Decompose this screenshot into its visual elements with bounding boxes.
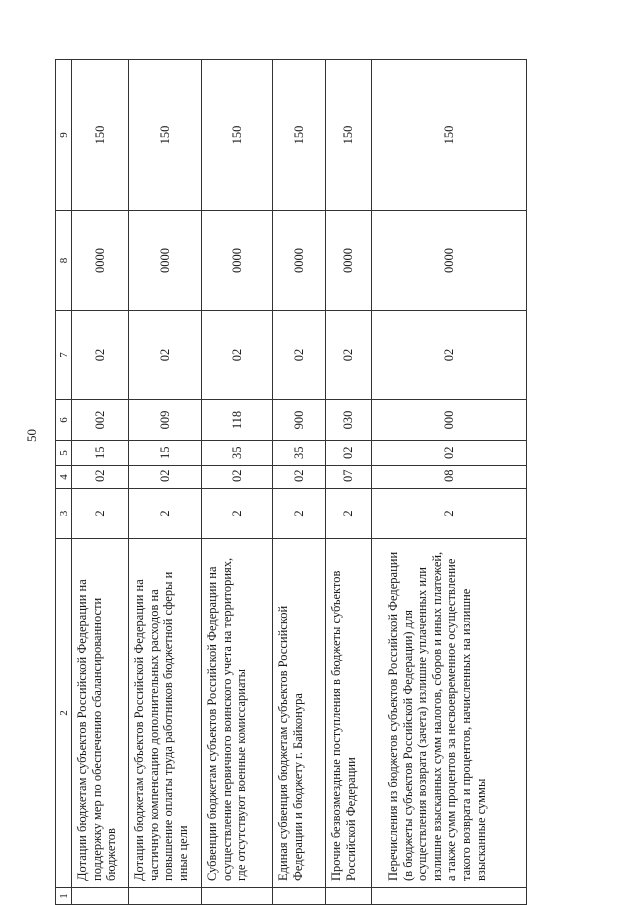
code-cell-6: 030 <box>326 400 372 441</box>
column-header-4: 4 <box>56 466 72 489</box>
revenue-name-cell: Дотации бюджетам субъектов Российской Федерации на частичную компенсацию дополнительных расходов на повышение оплаты труда работников бюджетной сферы и иные цели <box>129 539 202 888</box>
code-cell-7: 02 <box>372 311 527 400</box>
page-number: 50 <box>24 429 39 442</box>
code-cell-4: 02 <box>273 466 326 489</box>
column-header-5: 5 <box>56 441 72 466</box>
code-cell-9: 150 <box>129 60 202 211</box>
header-row <box>56 60 72 905</box>
column-header-3: 3 <box>56 489 72 539</box>
revenue-name-cell: Единая субвенция бюджетам субъектов Российской Федерации и бюджету г. Байконура <box>273 539 326 888</box>
code-cell-4: 07 <box>326 466 372 489</box>
table-row <box>372 60 527 905</box>
column-header-8: 8 <box>56 211 72 311</box>
code-cell-5: 02 <box>372 441 527 466</box>
revenue-name-cell: Перечисления из бюджетов субъектов Российской Федерации (в бюджеты субъектов Российской Федерации) для осуществления возврата (зачета) излишне уплаченных или излишне взысканных сумм налогов, сборов и иных платежей, а также сумм процентов за несвоевременное осуществление такого возврата и процентов, начисленных на излишне взысканные суммы <box>372 539 527 888</box>
table-row <box>273 60 326 905</box>
code-cell-3: 2 <box>72 489 129 539</box>
row-number-cell <box>129 888 202 905</box>
code-cell-9: 150 <box>273 60 326 211</box>
code-cell-4: 08 <box>372 466 527 489</box>
code-cell-7: 02 <box>129 311 202 400</box>
code-cell-8: 0000 <box>129 211 202 311</box>
code-cell-5: 15 <box>72 441 129 466</box>
code-cell-7: 02 <box>72 311 129 400</box>
row-number-cell <box>202 888 273 905</box>
code-cell-5: 02 <box>326 441 372 466</box>
row-number-cell <box>72 888 129 905</box>
code-cell-8: 0000 <box>202 211 273 311</box>
revenue-name-cell: Прочие безвозмездные поступления в бюджеты субъектов Российской Федерации <box>326 539 372 888</box>
code-cell-9: 150 <box>202 60 273 211</box>
column-header-7: 7 <box>56 311 72 400</box>
code-cell-8: 0000 <box>326 211 372 311</box>
code-cell-9: 150 <box>326 60 372 211</box>
code-cell-3: 2 <box>202 489 273 539</box>
table-row <box>72 60 129 905</box>
code-cell-6: 900 <box>273 400 326 441</box>
code-cell-3: 2 <box>273 489 326 539</box>
code-cell-3: 2 <box>326 489 372 539</box>
code-cell-6: 118 <box>202 400 273 441</box>
code-cell-8: 0000 <box>273 211 326 311</box>
column-header-6: 6 <box>56 400 72 441</box>
budget-classification-table <box>55 59 527 905</box>
code-cell-4: 02 <box>202 466 273 489</box>
row-number-cell <box>326 888 372 905</box>
budget-table-rotated <box>55 60 527 905</box>
code-cell-7: 02 <box>326 311 372 400</box>
code-cell-5: 35 <box>202 441 273 466</box>
code-cell-7: 02 <box>273 311 326 400</box>
code-cell-9: 150 <box>372 60 527 211</box>
code-cell-5: 35 <box>273 441 326 466</box>
code-cell-8: 0000 <box>72 211 129 311</box>
table-row <box>326 60 372 905</box>
code-cell-5: 15 <box>129 441 202 466</box>
code-cell-3: 2 <box>372 489 527 539</box>
code-cell-3: 2 <box>129 489 202 539</box>
row-number-cell <box>273 888 326 905</box>
column-header-1: 1 <box>56 888 72 905</box>
table-row <box>202 60 273 905</box>
code-cell-4: 02 <box>72 466 129 489</box>
revenue-name-cell: Субвенции бюджетам субъектов Российской Федерации на осуществление первичного воинского учета на территориях, где отсутствуют военные комиссариаты <box>202 539 273 888</box>
column-header-2: 2 <box>56 539 72 888</box>
code-cell-4: 02 <box>129 466 202 489</box>
code-cell-6: 002 <box>72 400 129 441</box>
code-cell-8: 0000 <box>372 211 527 311</box>
code-cell-6: 009 <box>129 400 202 441</box>
code-cell-6: 000 <box>372 400 527 441</box>
row-number-cell <box>372 888 527 905</box>
code-cell-9: 150 <box>72 60 129 211</box>
revenue-name-cell: Дотации бюджетам субъектов Российской Федерации на поддержку мер по обеспечению сбалансированности бюджетов <box>72 539 129 888</box>
table-row <box>129 60 202 905</box>
column-header-9: 9 <box>56 60 72 211</box>
code-cell-7: 02 <box>202 311 273 400</box>
